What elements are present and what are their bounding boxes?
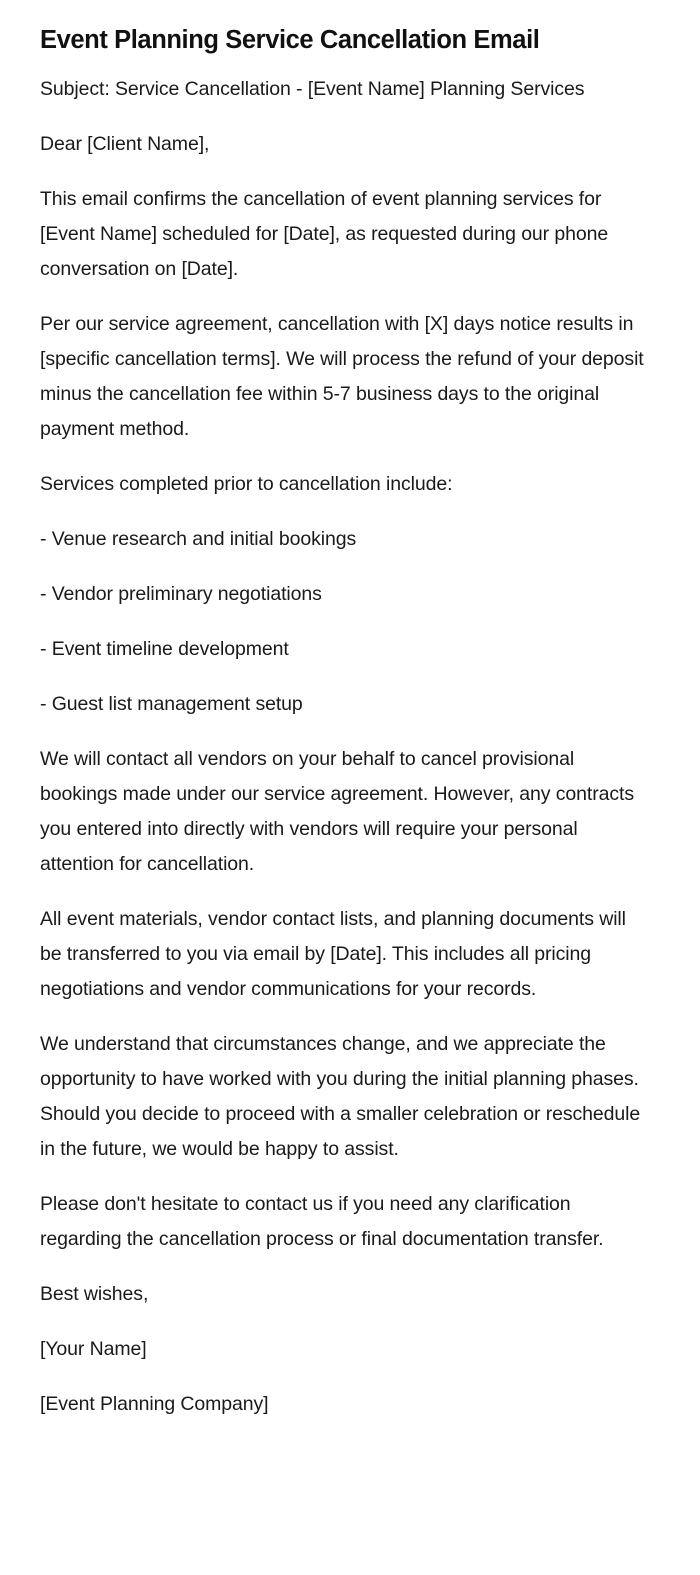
subject-line: Subject: Service Cancellation - [Event Name] Planning Services <box>40 78 585 100</box>
list-item: - Venue research and initial bookings <box>40 528 357 550</box>
body-paragraph: We will contact all vendors on your behalf to cancel provisional bookings made under our service agreement. However, any contracts you entered into directly with vendors will require your personal attention for cancellation. <box>40 748 634 875</box>
body-paragraph: We understand that circumstances change, and we appreciate the opportunity to have worked with you during the initial planning phases. Should you decide to proceed with a smaller celebration or reschedule in the future, we would be happy to assist. <box>40 1033 641 1160</box>
sign-off: Best wishes, <box>40 1283 149 1305</box>
email-document <box>40 22 650 1442</box>
body-paragraph: Services completed prior to cancellation include: <box>40 473 453 495</box>
greeting: Dear [Client Name], <box>40 133 210 155</box>
sender-name: [Your Name] <box>40 1338 147 1360</box>
body-paragraph: Per our service agreement, cancellation with [X] days notice results in [specific cancellation terms]. We will process the refund of your deposit minus the cancellation fee within 5-7 business days to the original payment method. <box>40 313 644 440</box>
body-paragraph: All event materials, vendor contact lists, and planning documents will be transferred to you via email by [Date]. This includes all pricing negotiations and vendor communications for your records. <box>40 908 626 1000</box>
body-paragraph: This email confirms the cancellation of event planning services for [Event Name] scheduled for [Date], as requested during our phone conversation on [Date]. <box>40 188 609 280</box>
list-item: - Event timeline development <box>40 638 289 660</box>
company-name: [Event Planning Company] <box>40 1393 269 1415</box>
list-item: - Vendor preliminary negotiations <box>40 583 322 605</box>
list-item: - Guest list management setup <box>40 693 303 715</box>
document-title: Event Planning Service Cancellation Email <box>40 26 540 54</box>
body-paragraph: Please don't hesitate to contact us if you need any clarification regarding the cancellation process or final documentation transfer. <box>40 1193 604 1250</box>
